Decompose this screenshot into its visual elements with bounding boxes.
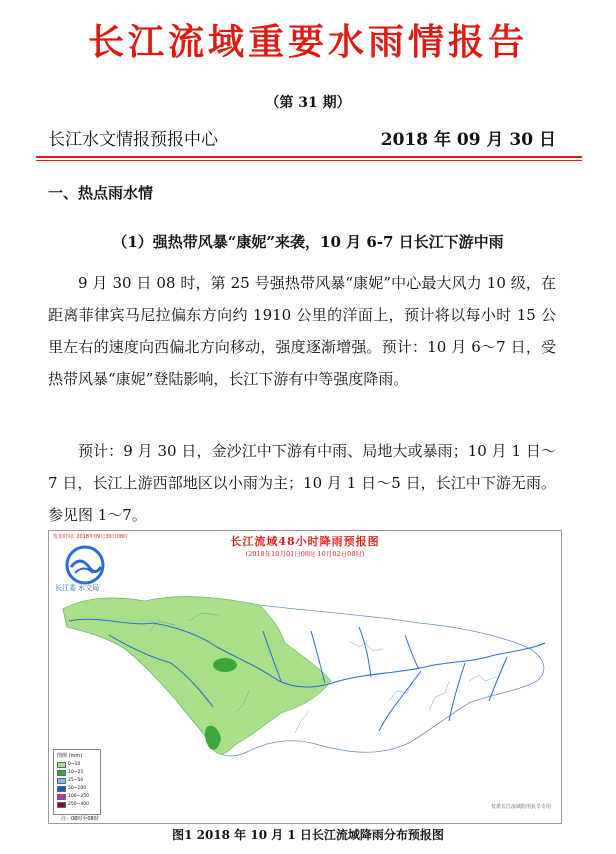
section-heading: 一、热点雨水情 — [48, 184, 154, 202]
hydrology-bureau-logo — [63, 543, 107, 587]
issue-number: （第 31 期） — [265, 95, 351, 111]
legend-title: 图例 (mm) — [57, 753, 83, 759]
issue-time-note: 发布时间: 2018年09月30日08时 — [53, 534, 129, 540]
legend-item — [57, 770, 83, 775]
map-subtitle: (2018年10月01日08时 10月02日08时) — [245, 550, 365, 558]
header-divider-thin — [36, 160, 582, 161]
legend-swatch — [57, 794, 66, 800]
logo-caption: 长江委 水文局 — [55, 584, 100, 592]
legend-swatch — [57, 778, 66, 784]
legend-label: 10~25 — [68, 770, 84, 775]
usage-note: 仅供长江流域防汛抗旱专用 — [490, 804, 551, 810]
legend-item — [57, 794, 89, 799]
moderate-rain-spot — [213, 658, 237, 672]
paragraph-forecast: 预计：9 月 30 日，金沙江中下游有中雨、局地大或暴雨；10 月 1 日～7 日，长江上游西部地区以小雨为主；10 月 1 日～5 日，长江中下游无雨。参见图 1～7。 — [48, 442, 556, 524]
legend-swatch — [57, 770, 66, 776]
time-note: 注：08时至08时 — [61, 816, 99, 822]
organization-name: 长江水文情报预报中心 — [48, 130, 218, 150]
map-title: 长江流域48小时降雨预报图 — [230, 535, 380, 548]
legend-item — [57, 778, 83, 783]
legend-label: 25~50 — [68, 778, 84, 783]
legend-label: 100~250 — [68, 794, 89, 799]
legend-swatch — [57, 786, 66, 792]
report-date: 2018 年 09 月 30 日 — [380, 130, 556, 150]
rainfall-forecast-map — [48, 530, 562, 824]
legend-swatch — [57, 802, 66, 808]
basin-map-svg — [49, 531, 561, 823]
legend-item — [57, 762, 80, 767]
header-divider — [36, 156, 582, 158]
legend-label: 250~400 — [68, 802, 89, 807]
legend-item — [57, 786, 86, 791]
legend-item — [57, 802, 89, 807]
legend-label: 50~100 — [68, 786, 87, 791]
figure-caption: 图1 2018 年 10 月 1 日长江流域降雨分布预报图 — [172, 828, 444, 842]
paragraph-typhoon: 9 月 30 日 08 时，第 25 号强热带风暴“康妮”中心最大风力 10 级，在距离菲律宾马尼拉偏东方向约 1910 公里的洋面上，预计将以每小时 15 公里左右的速度向西偏北方向移动，强度逐渐增强。预计：10 月 6～7 日，受热带风暴“康妮”登陆影响，长江下游有中等强度降雨。 — [48, 274, 556, 388]
legend-swatch — [57, 762, 66, 768]
report-title: 长江流域重要水雨情报告 — [87, 21, 528, 63]
rainfall-legend — [53, 749, 101, 815]
legend-label: 0~10 — [68, 762, 81, 767]
section-subheading: （1）强热带风暴“康妮”来袭，10 月 6-7 日长江下游中雨 — [112, 233, 504, 251]
